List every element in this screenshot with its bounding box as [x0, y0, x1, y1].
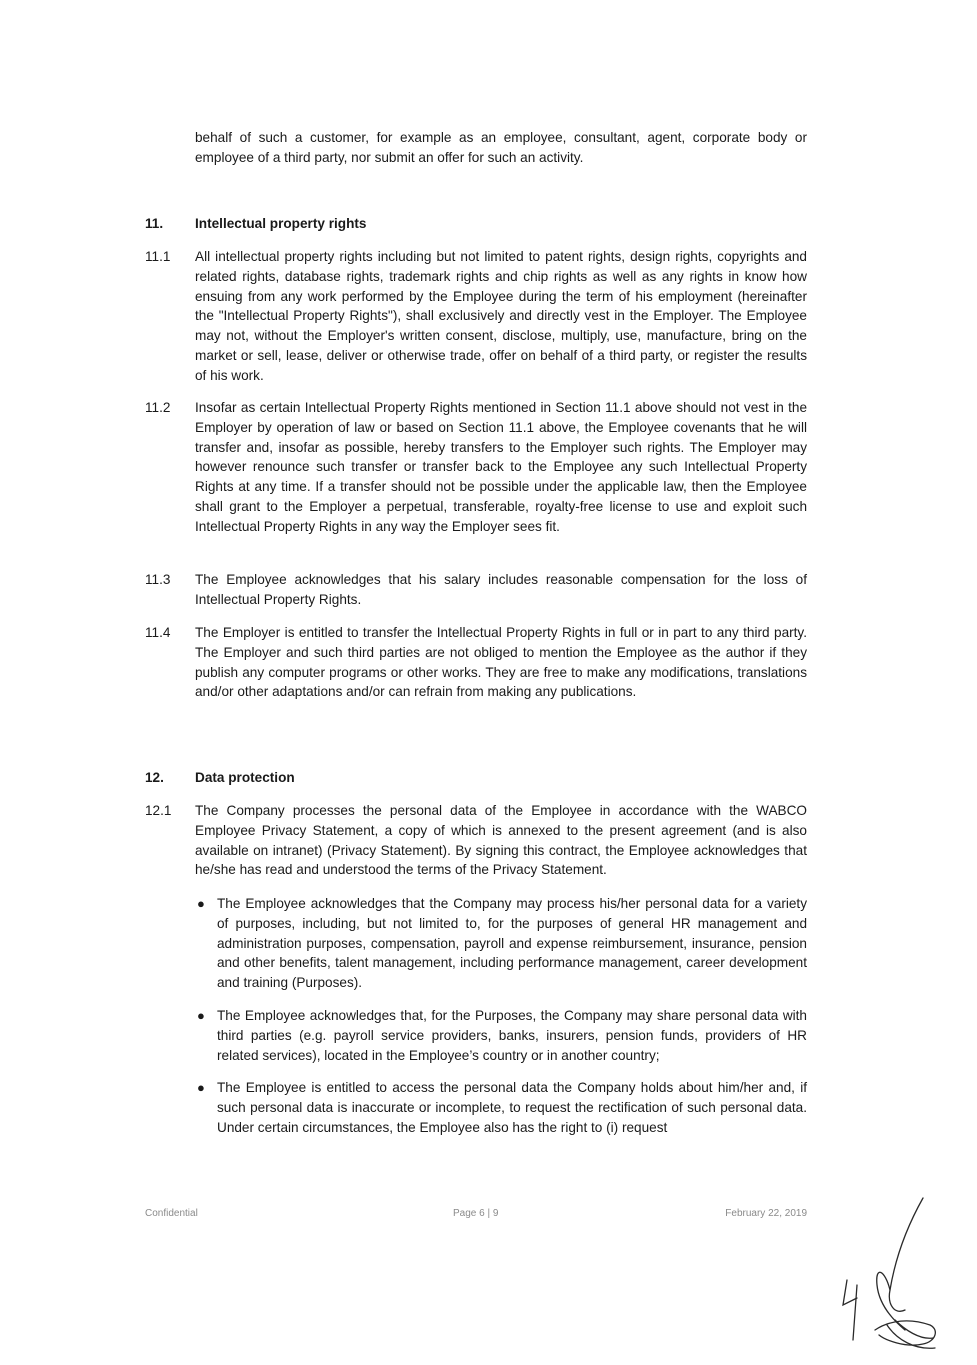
clause-11-1 [145, 247, 807, 386]
clause-number: 12.1 [145, 803, 172, 818]
list-item-text: The Employee is entitled to access the personal data the Company holds about him/her and, if such personal data is inaccurate or incomplete, to request the rectification of such personal data. Under certain circumstances, the Employee also has the right to (i) request [217, 1080, 807, 1135]
bullet-list [195, 894, 807, 1151]
footer-date: February 22, 2019 [725, 1208, 807, 1219]
intro-paragraph: behalf of such a customer, for example as an employee, consultant, agent, corporate body or employee of a third party, nor submit an offer for such an activity. [195, 130, 807, 165]
clause-text: All intellectual property rights including but not limited to patent rights, design rights, copyrights and related rights, database rights, trademark rights and chip rights as well as any rights in know how ensuing from any work performed by the Employee during the term of his employment (hereinafter the "Intellectual Property Rights"), shall exclusively and directly vest in the Employer. The Employee may not, without the Employer's written consent, disclose, multiply, use, manufacture, bring on the market or sell, lease, deliver or otherwise trade, offer on behalf of a third party, or register the results of his work. [195, 249, 807, 383]
clause-11-3 [145, 570, 807, 610]
signature-initials-icon [835, 1190, 955, 1360]
bullet-icon: ● [197, 1080, 205, 1096]
list-item [195, 1006, 807, 1065]
clause-12-1 [145, 801, 807, 880]
bullet-icon: ● [197, 1007, 205, 1023]
footer-page-number: Page 6 | 9 [453, 1208, 499, 1219]
clause-number: 11.4 [145, 625, 171, 640]
list-item [195, 894, 807, 993]
clause-11-4 [145, 623, 807, 702]
clause-number: 11.2 [145, 400, 171, 415]
list-item-text: The Employee acknowledges that, for the Purposes, the Company may share personal data with third parties (e.g. payroll service providers, banks, insurers, pension funds, providers of HR related services), located in the Employee’s country or in another country; [217, 1007, 807, 1063]
clause-text: The Company processes the personal data of the Employee in accordance with the WABCO Employee Privacy Statement, a copy of which is annexed to the present agreement (and is also available on intranet) (Privacy Statement). By signing this contract, the Employee acknowledges that he/she has read and understood the terms of the Privacy Statement. [195, 803, 807, 878]
clause-number: 11.3 [145, 572, 171, 587]
clause-text: The Employee acknowledges that his salary includes reasonable compensation for the loss of Intellectual Property Rights. [195, 572, 807, 607]
section-number: 11. [145, 216, 164, 231]
clause-text: The Employer is entitled to transfer the Intellectual Property Rights in full or in part to any third party. The Employer and such third parties are not obliged to mention the Employee as the author if they publish any computer programs or other works. They are free to make any modifications, translations and/or other adaptations and/or can refrain from making any publications. [195, 625, 807, 700]
list-item [195, 1078, 807, 1137]
clause-text: Insofar as certain Intellectual Property Rights mentioned in Section 11.1 above should not vest in the Employer by operation of law or based on Section 11.1 above, the Employee covenants that he will transfer and, insofar as possible, hereby transfers to the Employer such rights. The Employer may however renounce such transfer or transfer back to the Employee any such Intellectual Property Rights at any time. If a transfer should not be possible under the applicable law, then the Employee shall grant to the Employer a perpetual, transferable, royalty-free license to use and exploit such Intellectual Property Rights in any way the Employer sees fit. [195, 400, 807, 534]
footer-confidential: Confidential [145, 1208, 198, 1219]
clause-number: 11.1 [145, 249, 171, 264]
section-number: 12. [145, 770, 164, 785]
section-title: Intellectual property rights [195, 216, 367, 231]
clause-11-2 [145, 398, 807, 537]
section-title: Data protection [195, 770, 295, 785]
bullet-icon: ● [197, 896, 205, 911]
list-item-text: The Employee acknowledges that the Company may process his/her personal data for a variety of purposes, including, but not limited to, for the purposes of general HR management and administration purposes, compensation, payroll and expense reimbursement, insurance, pension and other benefits, talent management, including performance management, career development and training (Purposes). [217, 896, 807, 991]
